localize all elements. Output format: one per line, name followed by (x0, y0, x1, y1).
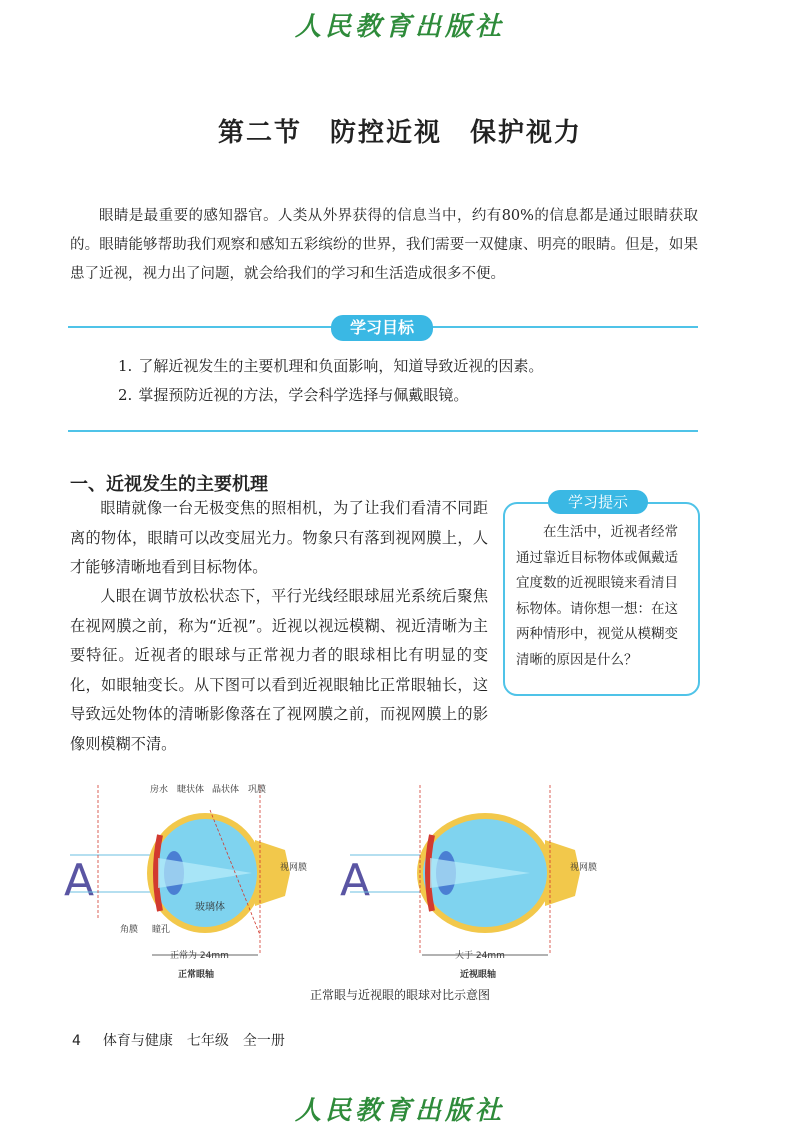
goal-item: 2. 掌握预防近视的方法，学会科学选择与佩戴眼镜。 (118, 386, 469, 404)
title-section: 第二节 (217, 118, 302, 148)
myopic-axis-label: 近视眼轴 (460, 970, 497, 980)
label-lens: 晶状体 (212, 785, 240, 795)
label-retina: 视网膜 (280, 863, 308, 873)
myopic-length-label: 大于 24mm (455, 951, 505, 961)
body-paragraph-2: 人眼在调节放松状态下，平行光线经眼球屈光系统后聚焦在视网膜之前，称为“近视”。近视以视远模糊、视近清晰为主要特征。近视者的眼球与正常视力者的眼球相比有明显的变化，如眼轴变长。从下图可以看到近视眼轴比正常眼轴长，这导致远处物体的清晰影像落在了视网膜之前，而视网膜上的影像则模糊不清。 (70, 587, 488, 753)
label-ciliary: 睫状体 (177, 785, 205, 795)
figure-caption: 正常眼与近视眼的眼球对比示意图 (309, 988, 490, 1002)
label-sclera: 巩膜 (248, 785, 267, 795)
goals-list (118, 352, 698, 410)
object-letter-normal: A (64, 855, 95, 906)
title-topic-1: 防控近视 (329, 118, 442, 148)
title-topic-2: 保护视力 (470, 118, 583, 148)
intro-paragraph: 眼睛是最重要的感知器官。人类从外界获得的信息当中，约有80%的信息都是通过眼睛获取的。眼睛能够帮助我们观察和感知五彩缤纷的世界，我们需要一双健康、明亮的眼睛。但是，如果患了近视，视力出了问题，就会给我们的学习和生活造成很多不便。 (70, 208, 698, 282)
label-pupil: 瞳孔 (152, 925, 171, 935)
normal-eye-diagram (64, 783, 307, 980)
label-retina-myopic: 视网膜 (570, 863, 598, 873)
page-number: 4 (72, 1033, 81, 1049)
myopic-eye-diagram (340, 785, 597, 980)
publisher-logo-top: 人民教育出版社 (294, 12, 505, 42)
page-title (0, 112, 800, 149)
tip-badge: 学习提示 (548, 490, 648, 514)
goals-badge: 学习目标 (331, 315, 433, 341)
publisher-logo-bottom: 人民教育出版社 (294, 1096, 505, 1126)
label-aqueous: 房水 (150, 785, 169, 795)
book-title: 体育与健康 (102, 1033, 173, 1049)
goal-item: 1. 了解近视发生的主要机理和负面影响，知道导致近视的因素。 (118, 357, 544, 375)
body-paragraph-1: 眼睛就像一台无极变焦的照相机，为了让我们看清不同距离的物体，眼睛可以改变屈光力。物象只有落到视网膜上，人才能够清晰地看到目标物体。 (70, 499, 488, 576)
section-heading: 一、近视发生的主要机理 (70, 474, 268, 495)
label-cornea: 角膜 (120, 925, 139, 935)
tip-text: 在生活中，近视者经常通过靠近目标物体或佩戴适宜度数的近视眼镜来看清目标物体。请你想一想：在这两种情形中，视觉从模糊变清晰的原因是什么？ (516, 524, 678, 668)
book-volume: 全一册 (242, 1033, 285, 1049)
book-grade: 七年级 (186, 1033, 229, 1049)
object-letter-myopic: A (340, 855, 371, 906)
label-vitreous: 玻璃体 (195, 902, 225, 913)
normal-axis-label: 正常眼轴 (178, 970, 215, 980)
goals-divider-bottom (68, 430, 698, 432)
page-footer (72, 1030, 285, 1050)
eye-comparison-figure (60, 780, 700, 1010)
normal-length-label: 正常为 24mm (170, 951, 229, 961)
